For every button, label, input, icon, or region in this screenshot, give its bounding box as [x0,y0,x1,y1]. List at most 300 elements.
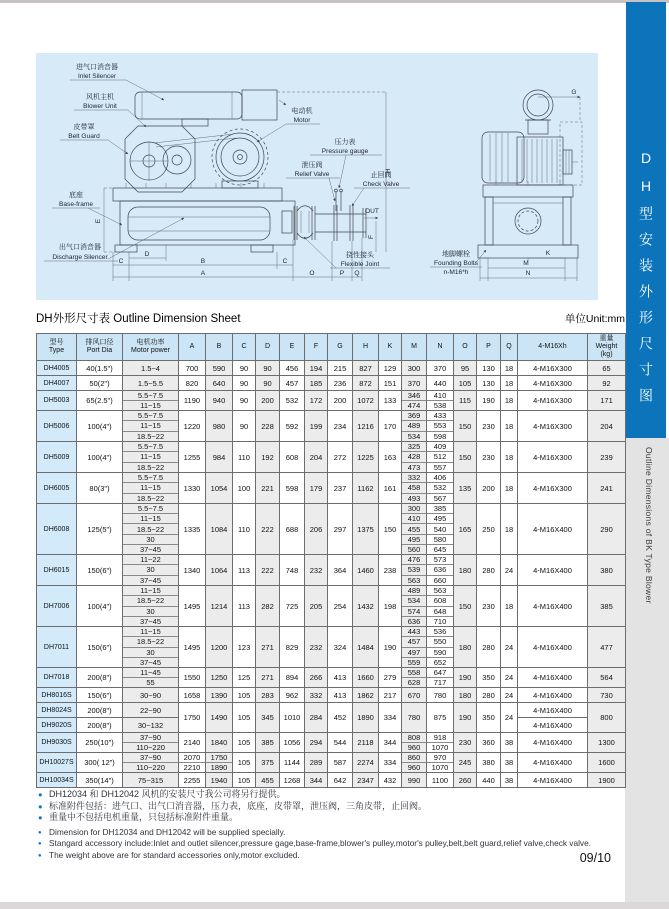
cell-bolt: 4-M16X300 [518,361,588,376]
cell-port: 200(8") [77,668,123,688]
cell-G: 413 [328,668,353,688]
cell-type: DH10034S [37,773,77,788]
cell-E: 894 [280,668,305,688]
cell-P: 230 [477,586,501,627]
cell-M-sub: 636 [407,616,421,626]
cell-B: 1214 [206,586,233,627]
cell-C: 125 [233,668,256,688]
page-number: 09/10 [579,851,611,865]
cell-N-sub: 540 [427,524,453,534]
cell-O: 180 [454,688,477,703]
cell-M-sub: 332 [402,473,426,483]
cell-K: 133 [379,391,402,411]
cell-port: 150(6") [77,555,123,586]
cell-C: 105 [233,733,256,753]
cell-port: 150(6") [77,688,123,703]
cell-Q: 38 [501,773,518,788]
check-valve-label-cn: 止回阀 [370,172,392,179]
cell-C: 105 [233,773,256,788]
cell-weight: 290 [588,504,626,555]
cell-D: 90 [256,376,280,391]
cell-N-sub: 550 [427,637,453,647]
cell-M-sub: 428 [402,452,426,462]
cell-C: 123 [233,627,256,668]
page-top-edge [0,0,669,3]
cell-O: 245 [454,753,477,773]
cell-A: 1750 [179,703,206,733]
cell-O: 150 [454,411,477,442]
cell-bolt: 4-M16X300 [518,411,588,442]
cell-weight: 385 [588,586,626,627]
cell-M [402,586,427,627]
cell-N: 875 [427,703,454,733]
dim-f: F [368,234,375,240]
cell-F: 232 [305,627,328,668]
cell-port: 100(4") [77,411,123,442]
col-header-weight: 重量 Weight (kg) [588,334,626,361]
belt-guard-label-cn: 皮带罩 [73,124,95,131]
cell-M-sub: 860 [402,753,426,763]
cell-weight: 800 [588,703,626,733]
base-frame-label-en: Base-frame [58,201,94,208]
cell-P: 360 [477,733,501,753]
founding-bolts-spec: n-M16*h [443,269,469,276]
cell-N-sub: 536 [427,627,453,637]
cell-P: 280 [477,688,501,703]
cell-A: 1658 [179,688,206,703]
cell-M-sub: 560 [407,544,421,554]
dim-b: B [200,258,206,265]
base-frame-label-cn: 底座 [69,192,83,199]
cell-weight: 1900 [588,773,626,788]
dim-g: G [571,89,577,96]
cell-N [427,753,454,773]
cell-power: 75~315 [123,773,179,788]
cell-E: 456 [280,361,305,376]
cell-M [402,473,427,504]
cell-P: 230 [477,411,501,442]
cell-H: 872 [353,376,379,391]
cell-H: 2347 [353,773,379,788]
cell-power-sub: 30 [123,535,178,545]
cell-power-sub: 30 [123,565,178,575]
discharge-silencer-label-cn: 出气口消音器 [59,244,101,251]
cell-K: 279 [379,668,402,688]
cell-O: 95 [454,361,477,376]
col-header-B: B [206,334,233,361]
cell-port: 350(14") [77,773,123,788]
cell-type: DH4005 [37,361,77,376]
cell-power [123,733,179,753]
cell-power [123,753,179,773]
cell-power [123,586,179,627]
cell-M [402,668,427,688]
cell-port: 250(10") [77,733,123,753]
cell-M-sub: 300 [402,504,426,514]
cell-Q: 18 [501,391,518,411]
cell-B: 1250 [206,668,233,688]
cell-type: DH5009 [37,442,77,473]
cell-G: 364 [328,555,353,586]
cell-type: DH7006 [37,586,77,627]
inlet-silencer-label-en: Inlet Silencer [77,73,117,80]
cell-C: 110 [233,442,256,473]
cell-N: 1100 [427,773,454,788]
cell-N [427,391,454,411]
cell-port: 150(6") [77,627,123,668]
cell-port: 300( 12") [77,753,123,773]
cell-A: 1340 [179,555,206,586]
cell-B: 1940 [206,773,233,788]
table-row [37,376,626,391]
cell-type: DH5006 [37,411,77,442]
cell-D: 271 [256,668,280,688]
cell-C: 110 [233,504,256,555]
cell-A: 820 [179,376,206,391]
cell-B: 1084 [206,504,233,555]
table-row [37,703,626,718]
cell-O: 150 [454,442,477,473]
cell-M [402,504,427,555]
cell-N-sub: 557 [433,462,447,472]
cell-power: 1.5~4 [123,361,179,376]
cell-M-sub: 534 [407,431,421,441]
cell-D: 90 [256,361,280,376]
cell-N-sub: 598 [433,431,447,441]
cell-O: 180 [454,627,477,668]
table-row [37,733,626,753]
dimension-table-head [37,334,626,361]
col-header-D: D [256,334,280,361]
table-row [37,773,626,788]
col-header-bolt: 4-M16Xh [518,334,588,361]
cell-type: DH4007 [37,376,77,391]
cell-C: 113 [233,555,256,586]
cell-M-sub: 558 [402,668,426,678]
col-header-F: F [305,334,328,361]
cell-O: 190 [454,668,477,688]
cell-H: 827 [353,361,379,376]
cell-M: 300 [402,361,427,376]
cell-F: 204 [305,442,328,473]
cell-M-sub: 489 [402,421,426,431]
cell-N-sub: 1070 [431,763,449,772]
cell-F: 266 [305,668,328,688]
cell-N-sub: 495 [427,514,453,524]
cell-power-sub: 11~15 [123,483,178,493]
out-label: OUT [365,208,379,215]
cell-Q: 24 [501,627,518,668]
cell-B: 980 [206,411,233,442]
cell-port: 50(2") [77,376,123,391]
discharge-silencer-label-en: Discharge Silencer [52,254,108,261]
cell-C: 90 [233,411,256,442]
cell-Q: 24 [501,688,518,703]
cell-power-sub: 110~220 [136,743,165,752]
cell-weight: 564 [588,668,626,688]
cell-F: 185 [305,376,328,391]
note-cn-2: ● 标准附件包括：进气口、出气口消音器，压力表，底座，皮带罩，泄压阀，三角皮带，止回阀。 [38,801,623,813]
pressure-gauge-label-en: Pressure gauge [321,148,369,155]
cell-power-sub: 18.5~22 [123,596,178,606]
motor-label-cn: 电动机 [291,108,313,115]
cell-G: 413 [328,688,353,703]
cell-M-sub: 458 [402,483,426,493]
cell-N-sub: 573 [427,555,453,565]
cell-power-sub: 11~15 [123,421,178,431]
cell-N [427,504,454,555]
cell-A: 700 [179,361,206,376]
cell-F: 172 [305,391,328,411]
header-row [37,334,626,361]
cell-E: 457 [280,376,305,391]
cell-D: 345 [256,703,280,733]
cell-G: 237 [328,473,353,504]
cell-power-sub: 18.5~22 [123,637,178,647]
cell-B: 1064 [206,555,233,586]
cell-F: 205 [305,586,328,627]
cell-N [427,411,454,442]
cell-M-sub: 410 [402,514,426,524]
cell-G: 272 [328,442,353,473]
cell-power-sub: 11~15 [123,627,178,637]
cell-bolt: 4-M16X300 [518,442,588,473]
dim-h: H [385,168,392,174]
cell-type: DH5003 [37,391,77,411]
cell-O: 230 [454,733,477,753]
table-row [37,473,626,504]
cell-K: 129 [379,361,402,376]
cell-B: 640 [206,376,233,391]
dim-n: N [525,270,531,277]
cell-A: 1330 [179,473,206,504]
cell-G: 297 [328,504,353,555]
col-header-O: O [454,334,477,361]
cell-type: DH9030S [37,733,77,753]
cell-G: 234 [328,411,353,442]
cell-Q: 18 [501,442,518,473]
cell-H: 2274 [353,753,379,773]
cell-M [402,442,427,473]
founding-bolts-label-en: Founding Bolts [434,260,478,267]
cell-A: 2255 [179,773,206,788]
cell-B: 940 [206,391,233,411]
cell-F: 179 [305,473,328,504]
cell-type: DH6005 [37,473,77,504]
dim-c1: C [118,258,124,265]
cell-A: 1335 [179,504,206,555]
cell-A: 1495 [179,586,206,627]
cell-D: 283 [256,688,280,703]
cell-type: DH7018 [37,668,77,688]
cell-Q: 18 [501,504,518,555]
cell-F: 194 [305,361,328,376]
cell-E: 1144 [280,753,305,773]
outline-drawing [36,53,598,300]
cell-H: 1375 [353,504,379,555]
cell-M-sub: 473 [407,462,421,472]
cell-B: 1054 [206,473,233,504]
cell-bolt: 4-M16X300 [518,473,588,504]
cell-N-sub: 538 [433,401,447,410]
cell-bolt: 4-M16X400 [518,668,588,688]
cell-M [402,627,427,668]
cell-B: 984 [206,442,233,473]
cell-C: 90 [233,361,256,376]
cell-A: 1495 [179,627,206,668]
cell-M-sub: 495 [402,535,426,545]
cell-O: 135 [454,473,477,504]
cell-N-sub: 1070 [431,743,449,752]
cell-Q: 38 [501,753,518,773]
cell-D: 222 [256,504,280,555]
col-header-H: H [353,334,379,361]
footnotes [38,789,623,861]
cell-weight: 239 [588,442,626,473]
cell-B: 1200 [206,627,233,668]
cell-power-sub: 30 [123,648,178,658]
cell-M-sub: 960 [407,743,421,752]
cell-power [123,668,179,688]
cell-M-sub: 539 [402,565,426,575]
cell-B-sub: 1750 [206,753,232,763]
cell-power-sub: 18.5~22 [123,524,178,534]
cell-M-sub: 960 [407,763,421,772]
cell-M [402,555,427,586]
cell-M-sub: 325 [402,442,426,452]
cell-bolt: 4-M16X300 [518,376,588,391]
cell-N-sub: 645 [433,544,447,554]
cell-power-sub: 37~90 [123,753,178,763]
cell-N-sub: 636 [427,565,453,575]
cell-Q: 18 [501,376,518,391]
cell-weight: 171 [588,391,626,411]
cell-M-sub: 497 [402,648,426,658]
cell-G: 587 [328,753,353,773]
cell-power-sub: 30 [123,607,178,617]
cell-power-sub: 11~15 [123,452,178,462]
cell-H: 2118 [353,733,379,753]
cell-bolt: 4-M16X400 [518,627,588,668]
cell-G: 215 [328,361,353,376]
cell-H: 1890 [353,703,379,733]
cell-Q: 18 [501,361,518,376]
cell-M: 670 [402,688,427,703]
cell-N-sub: 660 [433,575,447,585]
founding-bolts-label-cn: 地脚螺栓 [442,251,470,258]
cell-H: 1225 [353,442,379,473]
cell-B [206,753,233,773]
col-header-port: 排风口径 Port Dia [77,334,123,361]
cell-O: 260 [454,773,477,788]
table-row [37,668,626,688]
cell-P: 230 [477,442,501,473]
cell-power [123,411,179,442]
cell-K: 238 [379,555,402,586]
cell-F: 199 [305,411,328,442]
cell-Q: 18 [501,473,518,504]
cell-D: 375 [256,753,280,773]
cell-type: DH9020S [37,718,77,733]
cell-N [427,473,454,504]
table-row [37,361,626,376]
cell-M-sub: 369 [402,411,426,421]
cell-N: 780 [427,688,454,703]
col-header-A: A [179,334,206,361]
cell-power [123,555,179,586]
cell-D: 385 [256,733,280,753]
cell-G: 200 [328,391,353,411]
col-header-C: C [233,334,256,361]
cell-bolt: 4-M16X400 [518,586,588,627]
cell-M: 370 [402,376,427,391]
cell-K: 170 [379,411,402,442]
note-en-2: ● Stangard accessory include:Inlet and outlet silencer,pressure gage,base-frame,blower's pulley,motor's pulley,belt,belt guard,relief valve,check valve. [38,838,623,850]
cell-A: 1190 [179,391,206,411]
dim-q: Q [354,270,360,277]
table-row [37,442,626,473]
relief-valve-label-cn: 泄压阀 [301,162,323,169]
cell-D: 221 [256,473,280,504]
cell-H: 1432 [353,586,379,627]
note-en-1: ● Dimension for DH12034 and DH12042 will be supplied specially. [38,827,623,839]
dim-k: K [545,250,551,257]
cell-P: 190 [477,391,501,411]
cell-power-sub: 18.5~22 [136,462,165,472]
cell-E: 1268 [280,773,305,788]
cell-bolt: 4-M16X400 [518,703,588,718]
cell-M-sub: 628 [407,678,421,687]
cell-B: 590 [206,361,233,376]
cell-weight: 477 [588,627,626,668]
cell-N: 370 [427,361,454,376]
cell-P: 350 [477,668,501,688]
cell-power-sub: 18.5~22 [136,493,165,503]
cell-Q: 24 [501,668,518,688]
cell-M-sub: 346 [402,391,426,401]
table-row [37,391,626,411]
cell-D: 455 [256,773,280,788]
cell-weight: 241 [588,473,626,504]
cell-N-sub: 590 [427,648,453,658]
cell-E: 592 [280,411,305,442]
cell-C: 90 [233,391,256,411]
cell-D: 192 [256,442,280,473]
cell-H: 1460 [353,555,379,586]
cell-N-sub: 512 [427,452,453,462]
cell-port: 80(3") [77,473,123,504]
cell-power: 22~90 [123,703,179,718]
cell-power [123,504,179,555]
cell-weight: 204 [588,411,626,442]
cell-Q: 18 [501,411,518,442]
cell-M [402,733,427,753]
cell-M-sub: 474 [407,401,421,410]
cell-D: 222 [256,555,280,586]
cell-N: 440 [427,376,454,391]
table-row [37,627,626,668]
motor-label-en: Motor [293,117,311,124]
page-bottom-edge [0,902,669,909]
cell-F: 294 [305,733,328,753]
cell-N-sub: 648 [427,607,453,617]
cell-K: 432 [379,773,402,788]
cell-N-sub: 970 [427,753,453,763]
cell-B: 1390 [206,688,233,703]
cell-G: 254 [328,586,353,627]
cell-M: 990 [402,773,427,788]
cell-P: 250 [477,504,501,555]
